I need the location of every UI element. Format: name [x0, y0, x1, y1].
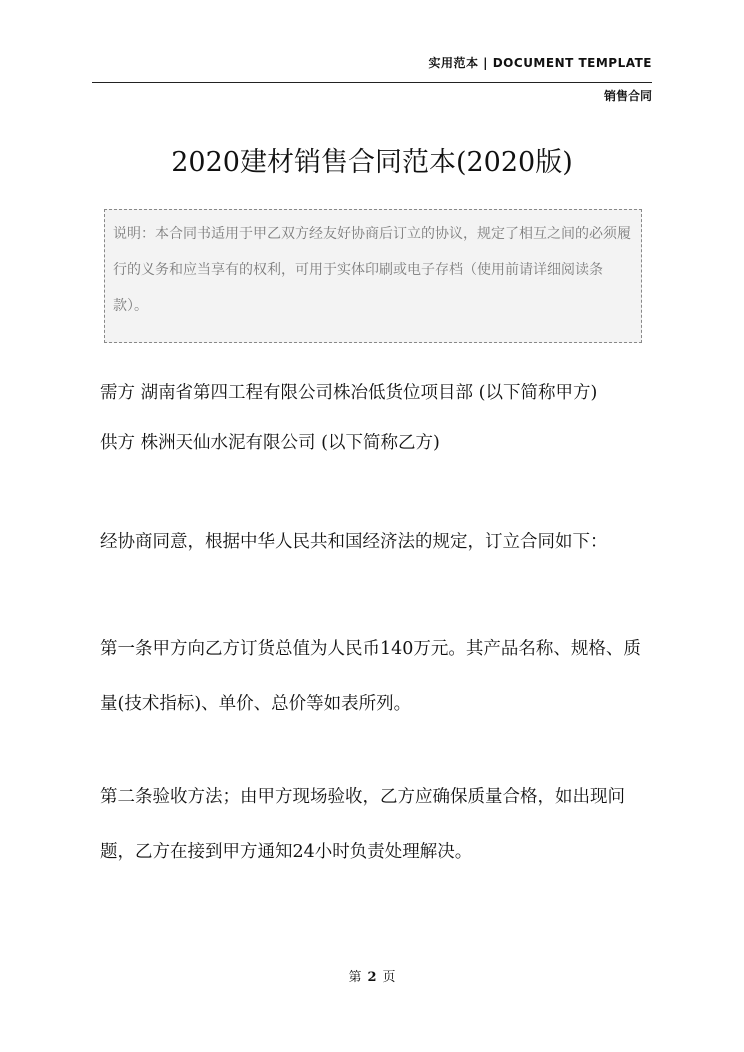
article-2-paragraph: 第二条验收方法；由甲方现场验收，乙方应确保质量合格，如出现问题，乙方在接到甲方通知24小时负责处理解决。 [100, 787, 625, 862]
footer-suffix: 页 [382, 970, 396, 985]
usage-note-box [104, 209, 642, 343]
page-footer [0, 966, 744, 985]
header-document-template: 实用范本 | DOCUMENT TEMPLATE [428, 56, 652, 70]
header-divider [92, 82, 652, 83]
document-title: 2020建材销售合同范本(2020版) [171, 147, 573, 178]
usage-note-text: 说明：本合同书适用于甲乙双方经友好协商后订立的协议，规定了相互之间的必须履行的义务和应当享有的权利，可用于实体印刷或电子存档（使用前请详细阅读条款）。 [113, 226, 631, 314]
intro-paragraph: 经协商同意，根据中华人民共和国经济法的规定，订立合同如下： [100, 532, 608, 552]
article-1-paragraph: 第一条甲方向乙方订货总值为人民币140万元。其产品名称、规格、质量(技术指标)、单价、总价等如表所列。 [100, 639, 641, 714]
supplier-line: 供方 株洲天仙水泥有限公司 (以下简称乙方) [100, 433, 440, 453]
footer-prefix: 第 [348, 970, 362, 985]
header-contract-type: 销售合同 [603, 89, 652, 103]
page-number: 2 [367, 970, 377, 985]
buyer-line: 需方 湖南省第四工程有限公司株冶低货位项目部 (以下简称甲方) [100, 383, 598, 403]
